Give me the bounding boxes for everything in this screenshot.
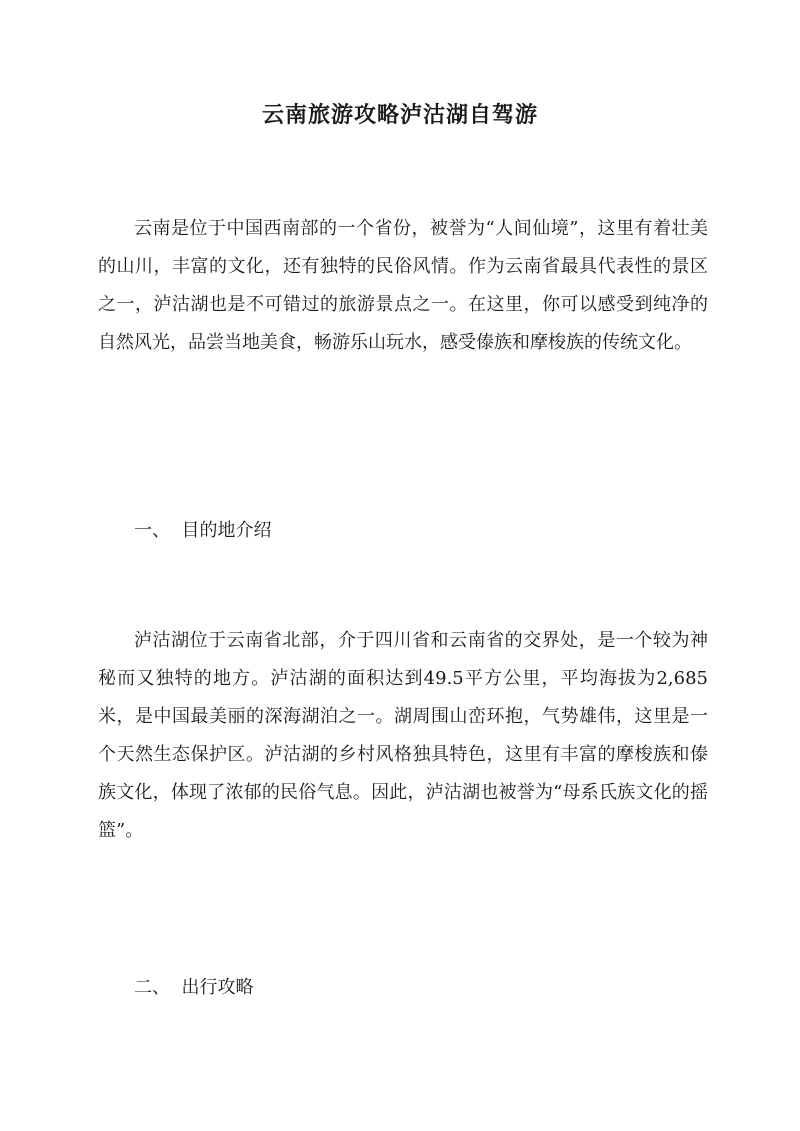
intro-paragraph: 云南是位于中国西南部的一个省份，被誉为“人间仙境”，这里有着壮美的山川，丰富的文化，还有独特的民俗风情。作为云南省最具代表性的景区之一，泸沽湖也是不可错过的旅游景点之一。在这里，你可以感受到纯净的自然风光，品尝当地美食，畅游乐山玩水，感受傣族和摩梭族的传统文化。 (98, 218, 708, 353)
document-title: 云南旅游攻略泸沽湖自驾游 (261, 102, 538, 128)
section-heading-travel-tips: 二、 出行攻略 (134, 977, 254, 998)
destination-paragraph: 泸沽湖位于云南省北部，介于四川省和云南省的交界处，是一个较为神秘而又独特的地方。泸沽湖的面积达到49.5平方公里，平均海拔为2,685米，是中国最美丽的深海湖泊之一。湖周围山峦环抱，气势雄伟，这里是一个天然生态保护区。泸沽湖的乡村风格独具特色，这里有丰富的摩梭族和傣族文化，体现了浓郁的民俗气息。因此，泸沽湖也被誉为“母系氏族文化的摇篮”。 (98, 630, 708, 841)
section-heading-destination: 一、 目的地介绍 (134, 520, 272, 541)
